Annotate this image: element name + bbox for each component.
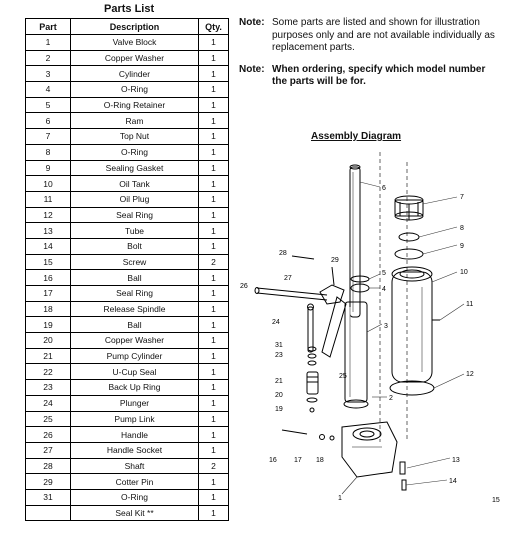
callout-label: 17 [294, 457, 302, 464]
cell-part: 1 [26, 35, 71, 51]
cropped-footnote-text [25, 536, 230, 539]
table-row [26, 364, 229, 380]
cell-description: Cylinder [71, 66, 199, 82]
callout-label: 5 [382, 270, 386, 277]
cell-part: 3 [26, 66, 71, 82]
oil-tank-drawing [392, 267, 432, 382]
table-row [26, 286, 229, 302]
cell-part: 24 [26, 395, 71, 411]
cell-qty: 1 [199, 411, 229, 427]
sealing-gasket-drawing [395, 249, 423, 259]
table-row [26, 50, 229, 66]
tube-drawing [400, 462, 405, 474]
cell-description: Seal Ring [71, 286, 199, 302]
cell-part: 27 [26, 442, 71, 458]
cell-qty: 1 [199, 505, 229, 521]
cell-part: 14 [26, 238, 71, 254]
cell-qty: 1 [199, 66, 229, 82]
callout-label: 15 [492, 497, 500, 504]
cell-part: 11 [26, 191, 71, 207]
cell-part: 21 [26, 348, 71, 364]
callout-label: 24 [272, 319, 280, 326]
cell-description: Bolt [71, 238, 199, 254]
table-row [26, 113, 229, 129]
cell-part: 6 [26, 113, 71, 129]
cell-qty: 1 [199, 474, 229, 490]
cell-description: Pump Link [71, 411, 199, 427]
notes-section [239, 17, 501, 98]
cell-qty: 2 [199, 458, 229, 474]
cell-part: 8 [26, 144, 71, 160]
cell-description: Valve Block [71, 35, 199, 51]
table-row [26, 144, 229, 160]
note-text: Some parts are listed and shown for illustration purposes only and are not available individually as replacement parts. [272, 17, 495, 53]
table-row [26, 458, 229, 474]
note-text: When ordering, specify which model number the parts will be for. [272, 63, 486, 87]
callout-label: 29 [331, 257, 339, 264]
table-row [26, 380, 229, 396]
cell-description: Screw [71, 254, 199, 270]
cell-qty: 1 [199, 395, 229, 411]
cell-description: Copper Washer [71, 50, 199, 66]
cell-part: 10 [26, 176, 71, 192]
cotter-pin-drawing [332, 267, 334, 285]
cell-part: 31 [26, 489, 71, 505]
cell-description: U-Cup Seal [71, 364, 199, 380]
table-row [26, 411, 229, 427]
o-ring-drawing [399, 233, 419, 241]
table-row [26, 35, 229, 51]
cell-description: O-Ring [71, 144, 199, 160]
note-availability [239, 17, 501, 55]
cell-qty: 1 [199, 364, 229, 380]
table-row [26, 474, 229, 490]
header-qty: Qty. [199, 19, 229, 35]
table-row [26, 395, 229, 411]
cell-qty: 1 [199, 35, 229, 51]
seal-ring-drawing [390, 381, 434, 395]
callout-label: 19 [275, 406, 283, 413]
cell-description: Ball [71, 270, 199, 286]
cell-part: 13 [26, 223, 71, 239]
callout-label: 1 [338, 495, 342, 502]
table-row [26, 270, 229, 286]
table-row [26, 348, 229, 364]
cell-qty: 1 [199, 144, 229, 160]
cell-description: Ram [71, 113, 199, 129]
table-row [26, 160, 229, 176]
callout-label: 9 [460, 243, 464, 250]
callout-label: 14 [449, 478, 457, 485]
cell-qty: 1 [199, 191, 229, 207]
cell-part: 19 [26, 317, 71, 333]
cell-part: 4 [26, 82, 71, 98]
cell-description: Sealing Gasket [71, 160, 199, 176]
callout-label: 4 [382, 286, 386, 293]
cell-qty: 1 [199, 333, 229, 349]
cell-part: 15 [26, 254, 71, 270]
cell-description: Plunger [71, 395, 199, 411]
cell-part: 7 [26, 129, 71, 145]
cell-part: 26 [26, 427, 71, 443]
cell-part: 17 [26, 286, 71, 302]
cell-part: 9 [26, 160, 71, 176]
callout-label: 3 [384, 323, 388, 330]
table-row [26, 82, 229, 98]
cell-description: Seal Kit ** [71, 505, 199, 521]
callout-label: 7 [460, 194, 464, 201]
callout-label: 25 [339, 373, 347, 380]
cell-description: Pump Cylinder [71, 348, 199, 364]
cell-part: 29 [26, 474, 71, 490]
note-label: Note: [239, 17, 265, 28]
callout-label: 16 [269, 457, 277, 464]
parts-table [25, 18, 229, 521]
cell-qty: 1 [199, 82, 229, 98]
cell-qty: 1 [199, 442, 229, 458]
table-row [26, 191, 229, 207]
bolt-drawing [402, 480, 406, 490]
table-row [26, 66, 229, 82]
cell-qty: 1 [199, 160, 229, 176]
table-row [26, 333, 229, 349]
cell-part: 20 [26, 333, 71, 349]
parts-list-title: Parts List [104, 3, 155, 15]
cell-qty: 1 [199, 97, 229, 113]
cell-qty: 1 [199, 207, 229, 223]
callout-label: 12 [466, 371, 474, 378]
plunger-drawing [308, 304, 314, 352]
shaft-drawing [292, 256, 314, 259]
table-row [26, 301, 229, 317]
cell-qty: 1 [199, 348, 229, 364]
cell-qty: 1 [199, 427, 229, 443]
cell-description: Back Up Ring [71, 380, 199, 396]
assembly-diagram [232, 142, 507, 540]
cell-part: 22 [26, 364, 71, 380]
cell-description: O-Ring Retainer [71, 97, 199, 113]
table-row [26, 505, 229, 521]
callout-label: 18 [316, 457, 324, 464]
cell-qty: 1 [199, 380, 229, 396]
cell-description: Oil Plug [71, 191, 199, 207]
pump-link-drawing [322, 297, 346, 357]
cell-part: 25 [26, 411, 71, 427]
cell-qty: 1 [199, 270, 229, 286]
callout-label: 2 [389, 395, 393, 402]
cell-part: 28 [26, 458, 71, 474]
cell-qty: 2 [199, 254, 229, 270]
cell-part: 16 [26, 270, 71, 286]
cell-part [26, 505, 71, 521]
parts-table-header [26, 19, 229, 35]
cell-description: O-Ring [71, 82, 199, 98]
callout-label: 13 [452, 457, 460, 464]
handle-drawing [255, 288, 327, 301]
release-spindle-drawing [282, 430, 307, 434]
note-ordering [239, 64, 501, 89]
ram-drawing [350, 165, 360, 317]
cell-part: 12 [26, 207, 71, 223]
cell-qty: 1 [199, 301, 229, 317]
cell-description: Shaft [71, 458, 199, 474]
cell-part: 5 [26, 97, 71, 113]
callout-label: 20 [275, 392, 283, 399]
cell-description: Ball [71, 317, 199, 333]
callout-label: 10 [460, 269, 468, 276]
cell-description: Handle [71, 427, 199, 443]
table-row [26, 207, 229, 223]
cylinder-drawing [344, 302, 368, 408]
table-row [26, 489, 229, 505]
callout-label: 26 [240, 283, 248, 290]
top-nut-drawing [395, 196, 423, 220]
cell-description: Oil Tank [71, 176, 199, 192]
cell-qty: 1 [199, 113, 229, 129]
callout-label: 23 [275, 352, 283, 359]
cell-qty: 1 [199, 223, 229, 239]
cell-description: Copper Washer [71, 333, 199, 349]
table-row [26, 176, 229, 192]
note-label: Note: [239, 63, 265, 75]
cell-qty: 1 [199, 286, 229, 302]
callout-label: 6 [382, 185, 386, 192]
table-row [26, 223, 229, 239]
callout-label: 11 [466, 301, 474, 308]
valve-block-drawing [342, 422, 397, 477]
table-row [26, 129, 229, 145]
cell-description: Handle Socket [71, 442, 199, 458]
cell-description: Seal Ring [71, 207, 199, 223]
cell-description: O-Ring [71, 489, 199, 505]
callout-label: 21 [275, 378, 283, 385]
cell-part: 2 [26, 50, 71, 66]
callout-label: 27 [284, 275, 292, 282]
cell-qty: 1 [199, 238, 229, 254]
table-row [26, 317, 229, 333]
cell-description: Release Spindle [71, 301, 199, 317]
pump-cylinder-drawing [307, 372, 318, 394]
cell-qty: 1 [199, 176, 229, 192]
callout-label: 31 [275, 342, 283, 349]
table-row [26, 238, 229, 254]
cell-qty: 1 [199, 489, 229, 505]
diagram-title: Assembly Diagram [311, 131, 402, 142]
callout-label: 28 [279, 250, 287, 257]
cell-qty: 1 [199, 129, 229, 145]
cell-description: Tube [71, 223, 199, 239]
cell-qty: 1 [199, 317, 229, 333]
cell-qty: 1 [199, 50, 229, 66]
table-row [26, 427, 229, 443]
header-description: Description [71, 19, 199, 35]
table-footnote-cropped [25, 531, 230, 539]
table-row [26, 97, 229, 113]
header-part: Part [26, 19, 71, 35]
cell-part: 18 [26, 301, 71, 317]
cell-description: Cotter Pin [71, 474, 199, 490]
table-row [26, 254, 229, 270]
callout-label: 8 [460, 225, 464, 232]
table-row [26, 442, 229, 458]
cell-part: 23 [26, 380, 71, 396]
cell-description: Top Nut [71, 129, 199, 145]
